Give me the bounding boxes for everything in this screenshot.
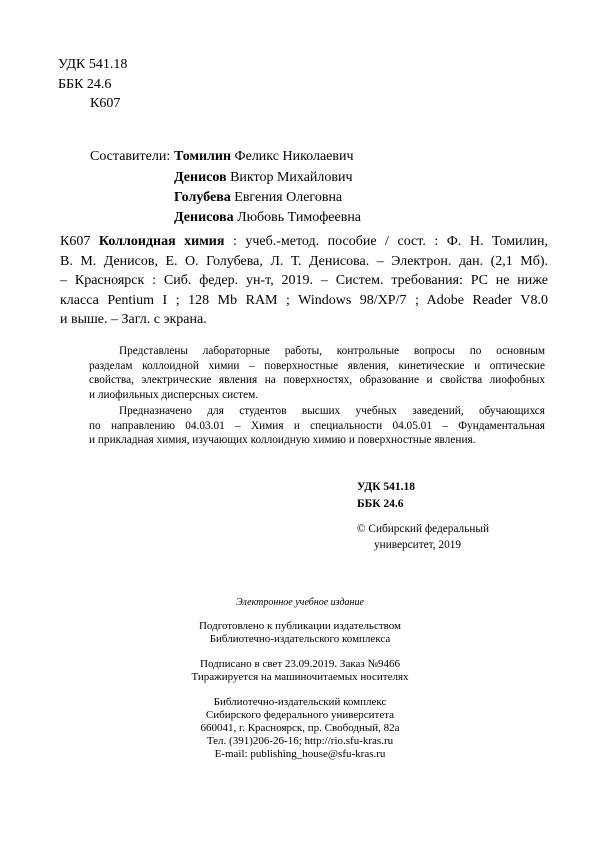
annotation-line: Предназначено для студентов высших учебных заведений, обучающихся bbox=[119, 405, 545, 417]
publisher-line-1: Библиотечно-издательский комплекс bbox=[213, 696, 387, 708]
edition-type: Электронное учебное издание bbox=[236, 597, 364, 608]
copies-line: Тиражируется на машиночитаемых носителях bbox=[191, 671, 409, 683]
author-1-surname: Томилин bbox=[174, 149, 232, 164]
annotation-line: свойства, электрические явления на поверхностях, образование и свойства лиофобных bbox=[89, 374, 545, 386]
author-1 bbox=[174, 149, 354, 165]
author-4-name: Любовь Тимофеевна bbox=[237, 210, 362, 225]
author-4 bbox=[174, 210, 361, 226]
author-1-name: Феликс Николаевич bbox=[234, 149, 354, 164]
author-3-name: Евгения Олеговна bbox=[234, 190, 343, 205]
bbk-index-bottom: ББК 24.6 bbox=[357, 498, 404, 510]
publisher-email: E-mail: publishing_house@sfu-kras.ru bbox=[214, 748, 386, 760]
annotation-paragraph-1 bbox=[89, 344, 545, 402]
biblio-line-2: В. М. Денисов, Е. О. Голубева, Л. Т. Денисова. – Электрон. дан. (2,1 Мб). bbox=[60, 253, 548, 269]
prepared-line-2: Библиотечно-издательского комплекса bbox=[209, 633, 391, 645]
annotation-line: и прикладная химия, изучающих коллоидную химию и поверхностные явления. bbox=[89, 434, 476, 446]
annotation-line: Представлены лабораторные работы, контрольные вопросы по основным bbox=[119, 345, 545, 357]
biblio-line-5: и выше. – Загл. с экрана. bbox=[60, 312, 207, 327]
annotation-line: по направлению 04.03.01 – Химия и специальности 04.05.01 – Фундаментальная bbox=[89, 419, 545, 432]
biblio-line-1 bbox=[60, 232, 548, 252]
annotation-line: и лиофильных дисперсных систем. bbox=[89, 388, 259, 401]
bbk-index: ББК 24.6 bbox=[58, 77, 112, 92]
prepared-line-1: Подготовлено к публикации издательством bbox=[198, 620, 402, 632]
publisher-address: 660041, г. Красноярск, пр. Свободный, 82а bbox=[200, 722, 400, 734]
udk-index-bottom: УДК 541.18 bbox=[357, 481, 416, 493]
author-code: К607 bbox=[90, 96, 121, 111]
biblio-code: К607 bbox=[60, 234, 91, 249]
author-2-name: Виктор Михайлович bbox=[230, 170, 353, 185]
copyright-line-1: © Сибирский федеральный bbox=[357, 523, 490, 535]
compilers-label: Составители: bbox=[90, 149, 171, 164]
biblio-line-3: – Красноярск : Сиб. федер. ун-т, 2019. – Систем. требования: PC не ниже bbox=[60, 273, 548, 288]
book-title: Коллоидная химия bbox=[98, 234, 225, 249]
author-4-surname: Денисова bbox=[174, 210, 234, 225]
author-3 bbox=[174, 190, 342, 206]
publisher-phone: Тел. (391)206-26-16; http://rio.sfu-kras.ru bbox=[206, 735, 394, 747]
annotation-paragraph-2 bbox=[89, 404, 545, 448]
copyright-line-2: университет, 2019 bbox=[374, 539, 462, 551]
biblio-line-4: класса Pentium I ; 128 Mb RAM ; Windows 98/XP/7 ; Adobe Reader V8.0 bbox=[60, 292, 548, 308]
annotation-line: разделам коллоидной химии – поверхностные явления, кинетические и оптические bbox=[89, 359, 545, 372]
publisher-line-2: Сибирского федерального университета bbox=[205, 709, 395, 721]
biblio-line-1-rest: : учеб.-метод. пособие / сост. : Ф. Н. Томилин, bbox=[232, 234, 549, 249]
bibliographic-description bbox=[60, 232, 548, 330]
author-2-surname: Денисов bbox=[174, 170, 227, 185]
author-2 bbox=[174, 170, 353, 186]
signed-line: Подписано в свет 23.09.2019. Заказ №9466 bbox=[200, 658, 400, 670]
udk-index: УДК 541.18 bbox=[58, 57, 128, 72]
author-3-surname: Голубева bbox=[174, 190, 231, 205]
